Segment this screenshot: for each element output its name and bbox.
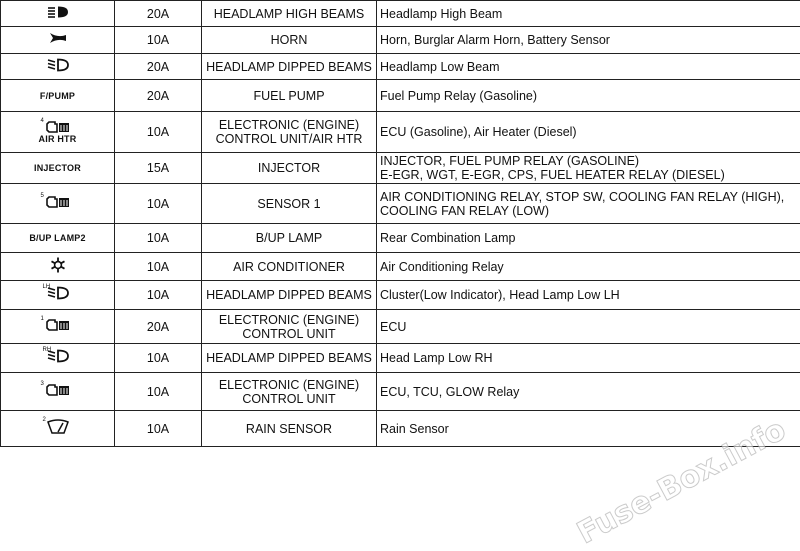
symbol-cell bbox=[1, 112, 115, 153]
protected-circuit-cell: Headlamp High Beam bbox=[377, 1, 800, 27]
amp-rating-cell: 20A bbox=[115, 310, 202, 344]
protected-circuit-cell: INJECTOR, FUEL PUMP RELAY (GASOLINE) E-EGR, WGT, E-EGR, CPS, FUEL HEATER RELAY (DIESEL) bbox=[377, 153, 800, 184]
watermark: Fuse-Box.info bbox=[572, 412, 792, 551]
symbol-cell bbox=[1, 373, 115, 411]
air-conditioner-icon bbox=[50, 257, 66, 273]
symbol-cell bbox=[1, 310, 115, 344]
engine-control-icon bbox=[45, 383, 71, 397]
fuse-name-cell: ELECTRONIC (ENGINE) CONTROL UNIT bbox=[202, 310, 377, 344]
headlamp-low-beam-icon bbox=[47, 58, 69, 72]
horn-icon bbox=[48, 32, 68, 44]
table-row bbox=[1, 27, 800, 54]
symbol-cell bbox=[1, 411, 115, 447]
engine-control-icon bbox=[45, 120, 71, 134]
amp-rating-cell: 20A bbox=[115, 1, 202, 27]
symbol-cell bbox=[1, 153, 115, 184]
fuse-name-cell: HEADLAMP DIPPED BEAMS bbox=[202, 344, 377, 373]
table-row bbox=[1, 54, 800, 80]
symbol-text: B/UP LAMP2 bbox=[29, 233, 85, 244]
amp-rating-cell: 15A bbox=[115, 153, 202, 184]
amp-rating-cell: 10A bbox=[115, 344, 202, 373]
amp-rating-cell: 10A bbox=[115, 253, 202, 281]
protected-circuit-cell: Head Lamp Low RH bbox=[377, 344, 800, 373]
symbol-superscript: RH bbox=[43, 345, 52, 356]
symbol-superscript: 5 bbox=[41, 191, 44, 202]
fuse-name-cell: HORN bbox=[202, 27, 377, 54]
protected-circuit-cell: AIR CONDITIONING RELAY, STOP SW, COOLING FAN RELAY (HIGH), COOLING FAN RELAY (LOW) bbox=[377, 184, 800, 224]
amp-rating-cell: 10A bbox=[115, 281, 202, 310]
protected-circuit-cell: Cluster(Low Indicator), Head Lamp Low LH bbox=[377, 281, 800, 310]
fuse-table-body bbox=[1, 1, 800, 447]
protected-circuit-cell: ECU, TCU, GLOW Relay bbox=[377, 373, 800, 411]
symbol-superscript: 2 bbox=[43, 415, 46, 426]
amp-rating-cell: 10A bbox=[115, 184, 202, 224]
fuse-name-cell: INJECTOR bbox=[202, 153, 377, 184]
symbol-cell bbox=[1, 80, 115, 112]
fuse-name-cell: HEADLAMP DIPPED BEAMS bbox=[202, 281, 377, 310]
fuse-name-cell: B/UP LAMP bbox=[202, 224, 377, 253]
fuse-name-cell: FUEL PUMP bbox=[202, 80, 377, 112]
amp-rating-cell: 20A bbox=[115, 54, 202, 80]
amp-rating-cell: 10A bbox=[115, 112, 202, 153]
table-row bbox=[1, 344, 800, 373]
symbol-superscript: 4 bbox=[41, 116, 44, 127]
protected-circuit-cell: Rear Combination Lamp bbox=[377, 224, 800, 253]
table-row bbox=[1, 184, 800, 224]
table-row bbox=[1, 224, 800, 253]
symbol-cell bbox=[1, 224, 115, 253]
amp-rating-cell: 10A bbox=[115, 224, 202, 253]
table-row bbox=[1, 281, 800, 310]
table-row bbox=[1, 1, 800, 27]
fuse-name-cell: HEADLAMP DIPPED BEAMS bbox=[202, 54, 377, 80]
protected-circuit-cell: Rain Sensor bbox=[377, 411, 800, 447]
symbol-cell bbox=[1, 27, 115, 54]
table-row bbox=[1, 112, 800, 153]
amp-rating-cell: 10A bbox=[115, 373, 202, 411]
protected-circuit-cell: Horn, Burglar Alarm Horn, Battery Sensor bbox=[377, 27, 800, 54]
symbol-text: AIR HTR bbox=[39, 134, 77, 145]
symbol-superscript: LH bbox=[43, 282, 51, 293]
symbol-cell bbox=[1, 184, 115, 224]
fuse-name-cell: ELECTRONIC (ENGINE) CONTROL UNIT/AIR HTR bbox=[202, 112, 377, 153]
engine-control-icon bbox=[45, 195, 71, 209]
protected-circuit-cell: ECU (Gasoline), Air Heater (Diesel) bbox=[377, 112, 800, 153]
engine-control-icon bbox=[45, 318, 71, 332]
table-row bbox=[1, 411, 800, 447]
fuse-name-cell: ELECTRONIC (ENGINE) CONTROL UNIT bbox=[202, 373, 377, 411]
fuse-name-cell: SENSOR 1 bbox=[202, 184, 377, 224]
table-row bbox=[1, 153, 800, 184]
protected-circuit-cell: ECU bbox=[377, 310, 800, 344]
fuse-name-cell: RAIN SENSOR bbox=[202, 411, 377, 447]
symbol-cell bbox=[1, 253, 115, 281]
table-row bbox=[1, 80, 800, 112]
symbol-superscript: 1 bbox=[41, 314, 44, 325]
protected-circuit-cell: Air Conditioning Relay bbox=[377, 253, 800, 281]
symbol-text: F/PUMP bbox=[40, 91, 75, 102]
table-row bbox=[1, 253, 800, 281]
amp-rating-cell: 10A bbox=[115, 411, 202, 447]
fuse-name-cell: HEADLAMP HIGH BEAMS bbox=[202, 1, 377, 27]
symbol-cell bbox=[1, 344, 115, 373]
symbol-cell bbox=[1, 281, 115, 310]
symbol-text: INJECTOR bbox=[34, 163, 81, 174]
symbol-superscript: 3 bbox=[41, 379, 44, 390]
amp-rating-cell: 20A bbox=[115, 80, 202, 112]
protected-circuit-cell: Fuel Pump Relay (Gasoline) bbox=[377, 80, 800, 112]
amp-rating-cell: 10A bbox=[115, 27, 202, 54]
protected-circuit-cell: Headlamp Low Beam bbox=[377, 54, 800, 80]
headlamp-high-beam-icon bbox=[47, 5, 69, 19]
symbol-cell bbox=[1, 1, 115, 27]
symbol-cell bbox=[1, 54, 115, 80]
rain-sensor-icon bbox=[47, 419, 69, 435]
table-row bbox=[1, 373, 800, 411]
table-row bbox=[1, 310, 800, 344]
fuse-name-cell: AIR CONDITIONER bbox=[202, 253, 377, 281]
